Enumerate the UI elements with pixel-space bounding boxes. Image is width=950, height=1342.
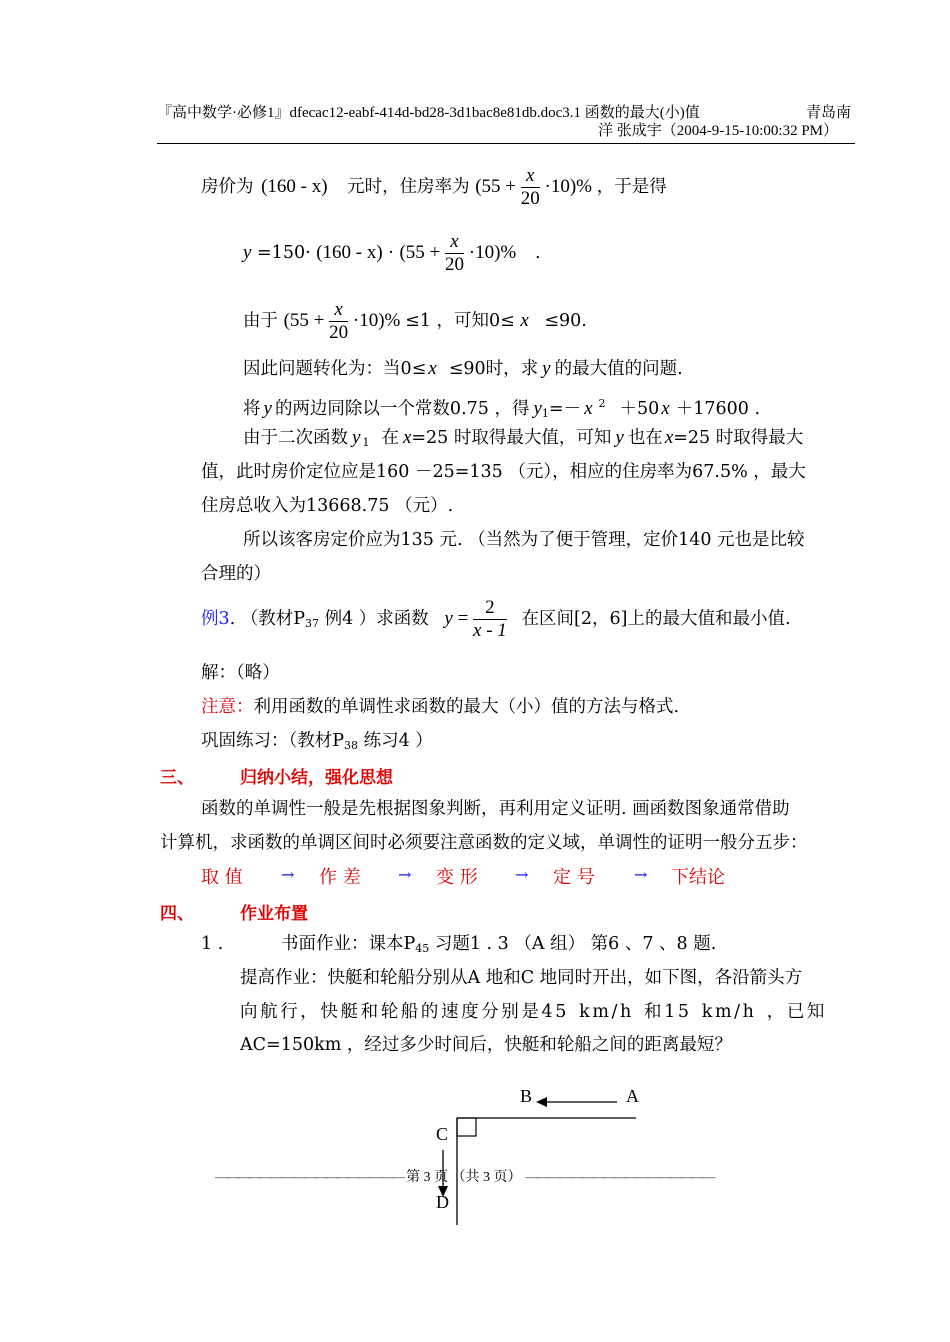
step-4: 定 号 [553, 867, 595, 888]
text: ≤90. [544, 310, 587, 331]
fraction-numerator: x [526, 165, 535, 186]
math-eq: =150· [257, 242, 311, 263]
subscript: 37 [305, 616, 320, 630]
header-line-1 [157, 104, 700, 122]
text: 巩固练习：（教材P [201, 731, 345, 751]
subscript: 1 [541, 407, 549, 420]
math-var: x [661, 398, 670, 419]
text: 例4 ）求函数 [319, 608, 429, 629]
step-2: 作 差 [319, 867, 361, 888]
expr-close: ·10)% [468, 241, 517, 263]
homework-1 [201, 932, 716, 961]
paragraph-quadratic-line-2: 值，此时房价定位应是160 －25=135 （元），相应的住房率为67.5% ，最大 [201, 462, 806, 482]
math-eq: = [457, 607, 469, 629]
fraction-numerator: 2 [485, 597, 495, 618]
paragraph-conclusion-line-1: 所以该客房定价应为135 元. （当然为了便于管理，定价140 元也是比较 [243, 530, 805, 550]
arrow-icon: → [398, 865, 412, 884]
text: ，于是得 [596, 176, 667, 197]
text: ＋50 [619, 399, 660, 419]
math-expression [283, 299, 406, 343]
math-var: x [520, 309, 529, 331]
right-angle-marker [457, 1118, 476, 1136]
header-author-city: 青岛南 [806, 105, 852, 121]
fraction [473, 598, 507, 641]
text: 由于二次函数 [243, 428, 348, 448]
practice [201, 729, 433, 758]
expr-close: ·10)% [544, 175, 592, 197]
footer-rule-left: ————————————————— [215, 1170, 402, 1185]
subscript: 1 [362, 436, 370, 449]
text: 的最大值的问题. [554, 359, 683, 379]
text: . （教材P [229, 608, 306, 629]
math-var: x [402, 427, 412, 448]
math-expression: (160 - x) [316, 241, 383, 263]
paragraph-quadratic-line-1 [243, 426, 803, 455]
text: 在 [381, 428, 399, 448]
footer-rule-right: ————————————————— [525, 1170, 713, 1185]
text: 由于 [243, 310, 278, 331]
paragraph-because [243, 300, 587, 343]
fraction [521, 166, 540, 209]
text: 习题1 . 3 （A 组） 第6 、7 、8 题. [429, 934, 717, 954]
example-3 [201, 598, 791, 641]
text: . [534, 242, 541, 263]
fraction-denominator: 20 [445, 254, 464, 275]
boat-diagram [420, 1080, 660, 1230]
math-var: y [263, 398, 272, 419]
paragraph-divide [243, 392, 760, 426]
expr-close: ·10)% [352, 309, 401, 331]
homework-number: 1 . [201, 934, 224, 954]
superscript: 2 [598, 397, 606, 410]
text: 将 [243, 399, 261, 419]
solution: 解：（略） [201, 663, 280, 683]
text: ＋17600 . [675, 399, 761, 419]
math-expression: (160 - x) [261, 175, 328, 197]
math-var: y [352, 427, 361, 448]
text: ≤1 ，可知0≤ [405, 310, 515, 331]
text: 的两边同除以一个常数0.75 ，得 [274, 399, 530, 419]
text: 在区间[2，6]上的最大值和最小值. [521, 608, 791, 629]
paragraph-room-price [201, 166, 667, 209]
example-label: 例3 [201, 608, 230, 629]
paragraph-problem-transform [243, 357, 683, 381]
fraction-numerator: x [334, 299, 343, 320]
footer [215, 1166, 713, 1186]
homework-2-line-2: 向航行，快艇和轮船的速度分别是45 km/h 和15 km/h ，已知 [240, 1002, 828, 1022]
text: 练习4 ） [358, 731, 433, 751]
fraction [329, 300, 348, 343]
text: 房价为 [201, 176, 254, 197]
homework-2-line-3: AC=150km ，经过多少时间后，快艇和轮船之间的距离最短？ [240, 1035, 732, 1055]
math-dot: · [388, 242, 394, 263]
note-text: 利用函数的单调性求函数的最大（小）值的方法与格式. [253, 697, 680, 717]
expr-open: (55 + [399, 241, 441, 263]
fraction-numerator: x [450, 231, 459, 252]
arrow-icon: → [634, 865, 648, 884]
note-label: 注意： [201, 697, 254, 717]
arrow-icon: → [281, 865, 295, 884]
fraction-denominator: 20 [329, 322, 349, 343]
section-4-number: 四、 [160, 904, 194, 924]
step-5: 下结论 [671, 867, 725, 888]
text: =25 时取得最大 [673, 428, 804, 448]
math-var: y [243, 241, 252, 263]
math-expression [444, 597, 511, 641]
math-expression [399, 231, 521, 275]
step-3: 变 形 [436, 867, 478, 888]
summary-line-1: 函数的单调性一般是先根据图象判断，再利用定义证明. 画函数图象通常借助 [201, 799, 790, 819]
math-var: y [444, 607, 453, 629]
step-1: 取 值 [201, 867, 243, 888]
note [201, 695, 679, 719]
section-3-title: 归纳小结，强化思想 [240, 768, 393, 788]
label-b: B [520, 1086, 533, 1106]
label-d: D [436, 1192, 449, 1212]
subscript: 45 [415, 942, 430, 955]
math-var: y [533, 398, 542, 419]
page-number: 第 3 页 （共 3 页） [406, 1170, 522, 1185]
homework-2-line-1: 提高作业：快艇和轮船分别从A 地和C 地同时开出，如下图，各沿箭头方 [240, 968, 803, 988]
fraction [445, 232, 464, 275]
fraction-denominator: x - 1 [473, 620, 507, 641]
math-var: x [664, 427, 674, 448]
paragraph-conclusion-line-2: 合理的） [201, 564, 271, 584]
math-var: y [542, 358, 551, 379]
text: 因此问题转化为：当0≤ [243, 359, 427, 379]
text: 也在 [627, 428, 663, 448]
section-4-title: 作业布置 [240, 904, 308, 924]
paragraph-quadratic-line-3: 住房总收入为13668.75 （元）. [201, 496, 454, 516]
equation-revenue [243, 232, 541, 275]
section-3-number: 三、 [160, 768, 194, 788]
header-title: 『高中数学·必修1』dfecac12-eabf-414d-bd28-3d1bac8e81db.doc3.1 函数的最大(小)值 [157, 105, 700, 121]
text: 书面作业：课本P [281, 934, 416, 954]
summary-line-2: 计算机，求函数的单调区间时必须要注意函数的定义域，单调性的证明一般分五步： [160, 833, 808, 853]
math-expression [475, 165, 597, 209]
text: ≤90时，求 [448, 359, 539, 379]
math-var: x [428, 358, 437, 379]
text: 元时，住房率为 [347, 176, 470, 197]
label-c: C [436, 1124, 449, 1144]
expr-open: (55 + [475, 175, 517, 197]
subscript: 38 [344, 739, 359, 752]
math-var: y [615, 427, 624, 448]
label-a: A [626, 1086, 639, 1106]
fraction-denominator: 20 [520, 188, 540, 209]
expr-open: (55 + [283, 309, 325, 331]
arrow-left-icon [536, 1097, 547, 1107]
text: =－ [548, 399, 582, 419]
text: =25 时取得最大值，可知 [411, 428, 612, 448]
arrow-icon: → [515, 865, 529, 884]
math-var: x [584, 398, 593, 419]
header-rule [157, 143, 855, 144]
header-line-2: 洋 张成宇（2004-9-15-10:00:32 PM） [598, 123, 839, 139]
